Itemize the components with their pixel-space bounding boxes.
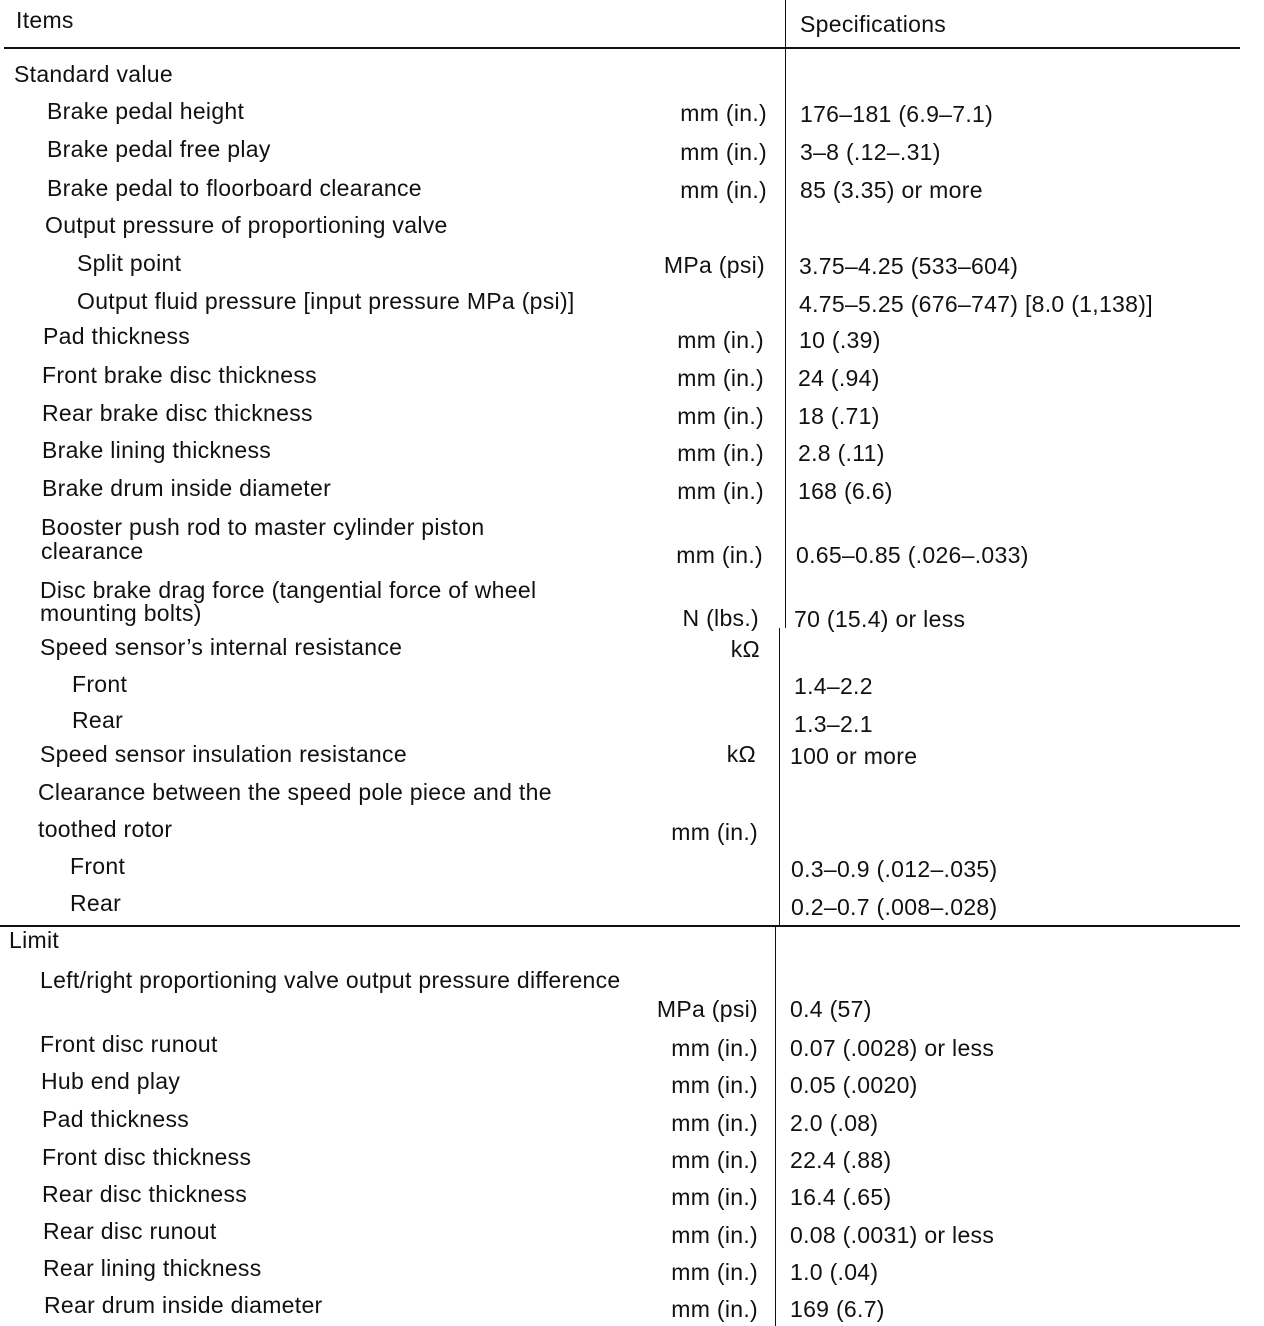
row-item-continued: clearance [41,538,144,564]
row-spec: 0.2–0.7 (.008–.028) [791,894,998,920]
header-rule [4,47,1240,49]
row-spec: 0.07 (.0028) or less [790,1035,995,1061]
row-item: Pad thickness [43,323,191,349]
row-item: Rear drum inside diameter [44,1292,323,1318]
row-item: Front [72,671,128,697]
row-unit: mm (in.) [677,365,764,391]
row-spec: 85 (3.35) or more [800,177,983,203]
row-unit: mm (in.) [671,1184,758,1210]
row-spec: 100 or more [790,743,918,769]
row-unit: mm (in.) [671,1296,758,1322]
row-item: Speed sensor’s internal resistance [40,634,403,660]
row-spec: 2.0 (.08) [790,1110,879,1136]
row-item: Front [70,853,126,879]
header-items: Items [16,7,74,33]
row-item: Rear disc thickness [42,1181,248,1207]
row-unit: MPa (psi) [663,252,765,278]
row-item: Output pressure of proportioning valve [45,212,448,238]
row-item: Brake drum inside diameter [42,475,332,501]
row-item: Rear [72,707,124,733]
row-spec: 16.4 (.65) [790,1184,892,1210]
row-spec: 169 (6.7) [790,1296,885,1322]
row-unit: mm (in.) [671,1035,758,1061]
section-limit-title: Limit [9,927,60,953]
row-item: Rear disc runout [43,1218,217,1244]
row-unit: mm (in.) [676,542,763,568]
row-spec: 3–8 (.12–.31) [800,139,941,165]
row-spec: 0.4 (57) [790,996,872,1022]
row-item: Speed sensor insulation resistance [40,741,407,767]
row-unit: mm (in.) [677,478,764,504]
row-spec: 168 (6.6) [798,478,893,504]
column-divider-middle [779,628,780,926]
row-unit: N (lbs.) [682,605,759,631]
row-unit: mm (in.) [680,139,767,165]
row-spec: 1.0 (.04) [790,1259,879,1285]
row-item-continued: mounting bolts) [40,600,202,626]
row-item: Booster push rod to master cylinder piston [41,514,485,540]
row-unit: mm (in.) [671,1110,758,1136]
row-unit: mm (in.) [680,100,767,126]
row-unit: mm (in.) [677,403,764,429]
row-unit: mm (in.) [677,440,764,466]
row-item: Brake pedal free play [47,136,271,162]
row-item: Disc brake drag force (tangential force of wheel [40,577,537,603]
header-specifications: Specifications [800,11,947,37]
row-spec: 70 (15.4) or less [794,606,966,632]
row-item: Brake lining thickness [42,437,272,463]
row-item: Rear brake disc thickness [42,400,313,426]
row-spec: 0.05 (.0020) [790,1072,918,1098]
row-spec: 1.4–2.2 [794,673,873,699]
row-item: Rear lining thickness [43,1255,262,1281]
row-item: Brake pedal to floorboard clearance [47,175,422,201]
row-unit: mm (in.) [671,1222,758,1248]
row-spec: 176–181 (6.9–7.1) [800,101,994,127]
row-unit: mm (in.) [680,177,767,203]
row-spec: 1.3–2.1 [794,711,873,737]
row-spec: 0.3–0.9 (.012–.035) [791,856,998,882]
row-item: toothed rotor [38,816,173,842]
row-item: Split point [77,250,182,276]
row-item: Output fluid pressure [input pressure MPa (psi)] [77,288,575,314]
row-unit: mm (in.) [677,327,764,353]
row-unit: mm (in.) [671,1259,758,1285]
row-item: Front disc thickness [42,1144,252,1170]
row-spec: 10 (.39) [799,327,881,353]
row-spec: 0.65–0.85 (.026–.033) [796,542,1029,568]
row-spec: 18 (.71) [798,403,880,429]
row-spec: 3.75–4.25 (533–604) [799,253,1019,279]
column-divider-lower [775,926,776,1326]
row-unit: mm (in.) [671,819,758,845]
row-spec: 22.4 (.88) [790,1147,892,1173]
row-item: Pad thickness [42,1106,190,1132]
row-item: Rear [70,890,122,916]
row-unit: mm (in.) [671,1072,758,1098]
row-item: Front brake disc thickness [42,362,317,388]
row-spec: 4.75–5.25 (676–747) [8.0 (1,138)] [799,291,1153,317]
row-spec: 0.08 (.0031) or less [790,1222,995,1248]
section-rule [0,925,1240,927]
row-unit: MPa (psi) [656,996,758,1022]
column-divider-upper [785,0,786,628]
row-spec: 24 (.94) [798,365,880,391]
row-item: Front disc runout [40,1031,218,1057]
row-unit: kΩ [730,636,760,662]
row-spec: 2.8 (.11) [798,440,885,466]
row-unit: mm (in.) [671,1147,758,1173]
row-item: Left/right proportioning valve output pressure difference [40,967,621,993]
row-unit: kΩ [726,741,756,767]
section-standard-title: Standard value [14,61,173,87]
row-item: Brake pedal height [47,98,245,124]
row-item: Hub end play [41,1068,181,1094]
row-item: Clearance between the speed pole piece and the [38,779,552,805]
